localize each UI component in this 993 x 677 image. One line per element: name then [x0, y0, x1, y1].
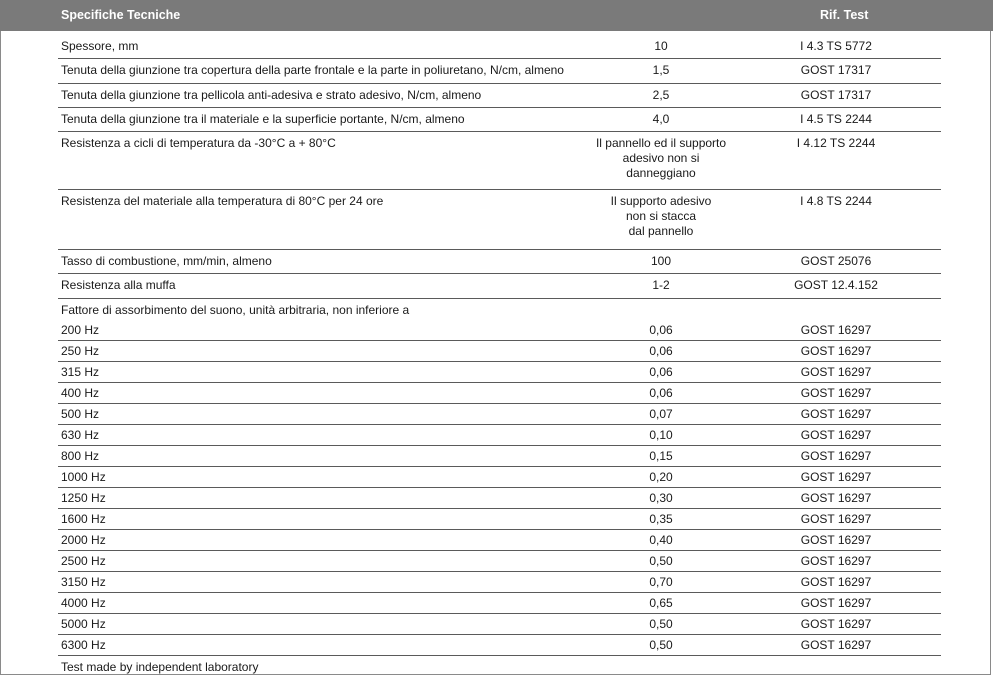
row-value: 0,65 — [649, 596, 673, 610]
row-label: Tenuta della giunzione tra il materiale e la superficie portante, N/cm, almeno — [61, 112, 465, 126]
row-test-ref: I 4.12 TS 2244 — [796, 136, 876, 150]
row-label: Resistenza a cicli di temperatura da -30°C a + 80°C — [61, 136, 336, 150]
row-test-ref: GOST 16297 — [800, 596, 872, 610]
row-test-ref: GOST 16297 — [800, 449, 872, 463]
table-row — [0, 132, 993, 190]
row-value: 1-2 — [652, 278, 670, 292]
row-test-ref: GOST 12.4.152 — [794, 278, 878, 292]
row-label: Tenuta della giunzione tra copertura della parte frontale e la parte in poliuretano, N/cm, almeno — [61, 63, 564, 77]
row-value: 4,0 — [652, 112, 670, 126]
row-value: 0,50 — [649, 554, 673, 568]
table-row — [0, 614, 993, 635]
table-row — [0, 35, 993, 59]
row-label: 3150 Hz — [61, 575, 106, 589]
row-label: 1600 Hz — [61, 512, 106, 526]
table-row — [0, 274, 993, 299]
row-test-ref: GOST 25076 — [800, 254, 872, 268]
row-test-ref: GOST 16297 — [800, 617, 872, 631]
row-test-ref: GOST 16297 — [800, 533, 872, 547]
row-label: 400 Hz — [61, 386, 100, 400]
row-value: 0,10 — [649, 428, 673, 442]
row-label: Tenuta della giunzione tra pellicola anti-adesiva e strato adesivo, N/cm, almeno — [61, 88, 482, 102]
row-label: 315 Hz — [61, 365, 100, 379]
table-row — [0, 250, 993, 274]
row-label: 630 Hz — [61, 428, 100, 442]
table-row — [0, 299, 993, 320]
row-test-ref: GOST 16297 — [800, 428, 872, 442]
row-label: 1000 Hz — [61, 470, 106, 484]
row-label: Fattore di assorbimento del suono, unità arbitraria, non inferiore a — [61, 303, 410, 317]
row-label: Spessore, mm — [61, 39, 139, 53]
row-value: 100 — [650, 254, 672, 268]
table-row — [0, 425, 993, 446]
row-value: 0,06 — [649, 365, 673, 379]
table-row — [0, 551, 993, 572]
row-value: 0,50 — [649, 638, 673, 652]
row-value: 0,20 — [649, 470, 673, 484]
table-row — [0, 635, 993, 656]
table-row — [0, 320, 993, 341]
row-label: 800 Hz — [61, 449, 100, 463]
row-test-ref: I 4.5 TS 2244 — [800, 112, 872, 126]
row-test-ref: GOST 16297 — [800, 470, 872, 484]
row-test-ref: GOST 16297 — [800, 344, 872, 358]
header-title: Specifiche Tecniche — [61, 8, 181, 22]
row-test-ref: GOST 16297 — [800, 323, 872, 337]
table-row — [0, 383, 993, 404]
row-label: 200 Hz — [61, 323, 100, 337]
table-row — [0, 59, 993, 84]
row-test-ref: GOST 16297 — [800, 575, 872, 589]
row-test-ref: GOST 16297 — [800, 638, 872, 652]
row-divider — [58, 655, 941, 656]
row-test-ref: GOST 17317 — [800, 63, 872, 77]
table-row — [0, 509, 993, 530]
row-label: 250 Hz — [61, 344, 100, 358]
row-test-ref: GOST 16297 — [800, 512, 872, 526]
table-row — [0, 488, 993, 509]
spec-table — [0, 35, 993, 656]
row-label: 4000 Hz — [61, 596, 106, 610]
row-test-ref: GOST 17317 — [800, 88, 872, 102]
row-value: 1,5 — [652, 63, 670, 77]
row-test-ref: GOST 16297 — [800, 491, 872, 505]
row-value: 0,50 — [649, 617, 673, 631]
table-row — [0, 572, 993, 593]
table-row — [0, 341, 993, 362]
footer-note: Test made by independent laboratory — [61, 660, 259, 674]
row-label: 2500 Hz — [61, 554, 106, 568]
table-row — [0, 190, 993, 250]
table-row — [0, 404, 993, 425]
row-value: 0,06 — [649, 323, 673, 337]
table-row — [0, 530, 993, 551]
row-label: 6300 Hz — [61, 638, 106, 652]
row-test-ref: GOST 16297 — [800, 386, 872, 400]
row-value: 0,30 — [649, 491, 673, 505]
row-label: Resistenza del materiale alla temperatura di 80°C per 24 ore — [61, 194, 384, 208]
row-label: 500 Hz — [61, 407, 100, 421]
table-row — [0, 446, 993, 467]
row-test-ref: I 4.8 TS 2244 — [800, 194, 872, 208]
row-label: 1250 Hz — [61, 491, 106, 505]
row-value: 0,35 — [649, 512, 673, 526]
row-value: 0,70 — [649, 575, 673, 589]
row-label: Resistenza alla muffa — [61, 278, 176, 292]
row-value: Il supporto adesivo non si stacca dal pannello — [610, 194, 712, 238]
table-row — [0, 108, 993, 132]
table-row — [0, 467, 993, 488]
row-value: 2,5 — [652, 88, 670, 102]
row-value: 0,07 — [649, 407, 673, 421]
row-test-ref: I 4.3 TS 5772 — [800, 39, 872, 53]
row-value: 10 — [654, 39, 668, 53]
row-value: 0,15 — [649, 449, 673, 463]
table-row — [0, 593, 993, 614]
row-value: Il pannello ed il supporto adesivo non si danneggiano — [595, 136, 727, 180]
header-ref-label: Rif. Test — [820, 8, 869, 22]
row-label: 2000 Hz — [61, 533, 106, 547]
row-value: 0,06 — [649, 344, 673, 358]
table-row — [0, 362, 993, 383]
row-test-ref: GOST 16297 — [800, 365, 872, 379]
row-value: 0,40 — [649, 533, 673, 547]
row-value: 0,06 — [649, 386, 673, 400]
row-test-ref: GOST 16297 — [800, 407, 872, 421]
table-header — [0, 0, 993, 31]
row-label: 5000 Hz — [61, 617, 106, 631]
row-label: Tasso di combustione, mm/min, almeno — [61, 254, 272, 268]
table-row — [0, 84, 993, 108]
row-test-ref: GOST 16297 — [800, 554, 872, 568]
